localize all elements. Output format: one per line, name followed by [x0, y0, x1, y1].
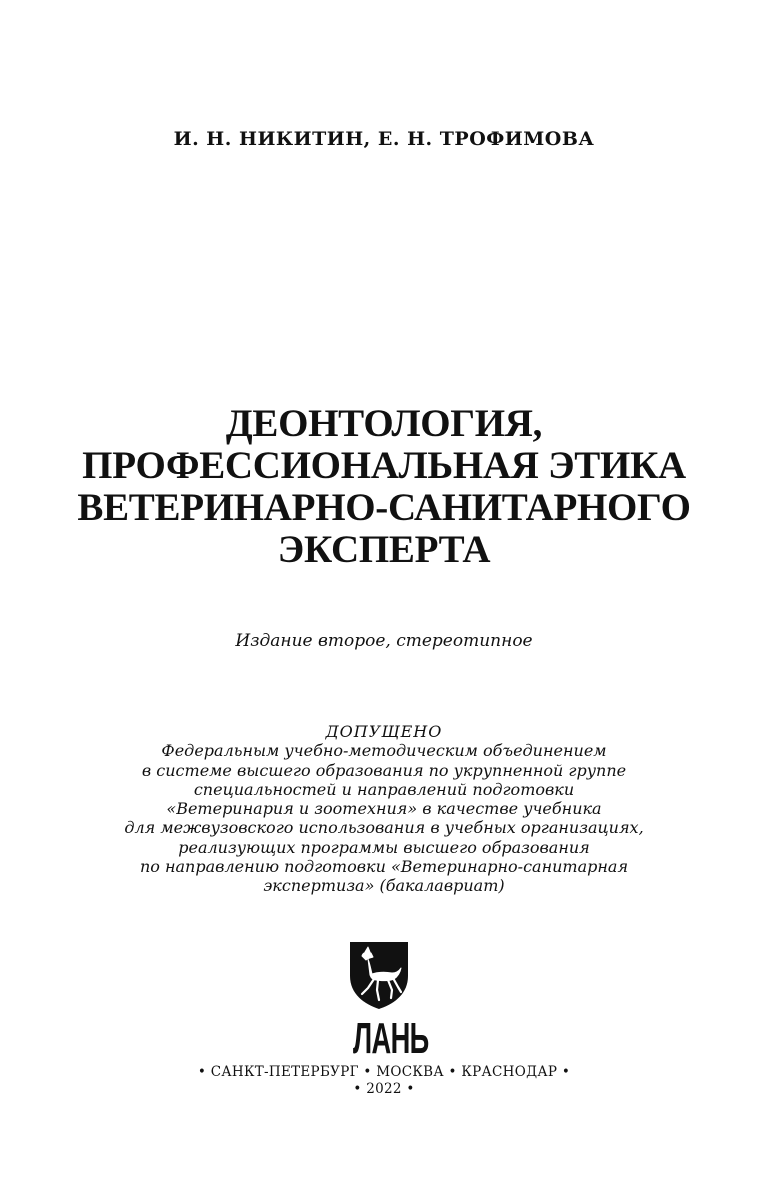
approval-line: реализующих программы высшего образования [178, 837, 590, 857]
publication-year: • 2022 • [353, 1081, 415, 1097]
approval-heading: ДОПУЩЕНО [325, 722, 443, 741]
approval-line: Федеральным учебно-методическим объединением [161, 741, 607, 761]
publisher-cities: • САНКТ-ПЕТЕРБУРГ • МОСКВА • КРАСНОДАР • [197, 1064, 571, 1080]
approval-line: специальностей и направлений подготовки [193, 779, 575, 799]
book-title-line: ВЕТЕРИНАРНО-САНИТАРНОГО [77, 486, 691, 529]
deer-shield-icon [348, 940, 410, 1010]
approval-line: по направлению подготовки «Ветеринарно-санитарная [139, 857, 629, 877]
book-title-line: ЭКСПЕРТА [277, 528, 491, 571]
approval-block [0, 722, 768, 896]
book-authors: И. Н. НИКИТИН, Е. Н. ТРОФИМОВА [173, 128, 595, 150]
approval-line: «Ветеринария и зоотехния» в качестве учебника [166, 799, 602, 819]
edition-note: Издание второе, стереотипное [235, 631, 533, 651]
approval-line: экспертиза» (бакалавриат) [263, 876, 505, 896]
approval-line: в системе высшего образования по укрупненной группе [141, 760, 627, 780]
book-title-line: ПРОФЕССИОНАЛЬНАЯ ЭТИКА [82, 444, 686, 487]
publisher-logo-text: ЛАНЬ [353, 1014, 429, 1063]
book-title [0, 403, 768, 571]
book-title-line: ДЕОНТОЛОГИЯ, [225, 402, 543, 445]
approval-line: для межвузовского использования в учебных организациях, [124, 818, 644, 838]
